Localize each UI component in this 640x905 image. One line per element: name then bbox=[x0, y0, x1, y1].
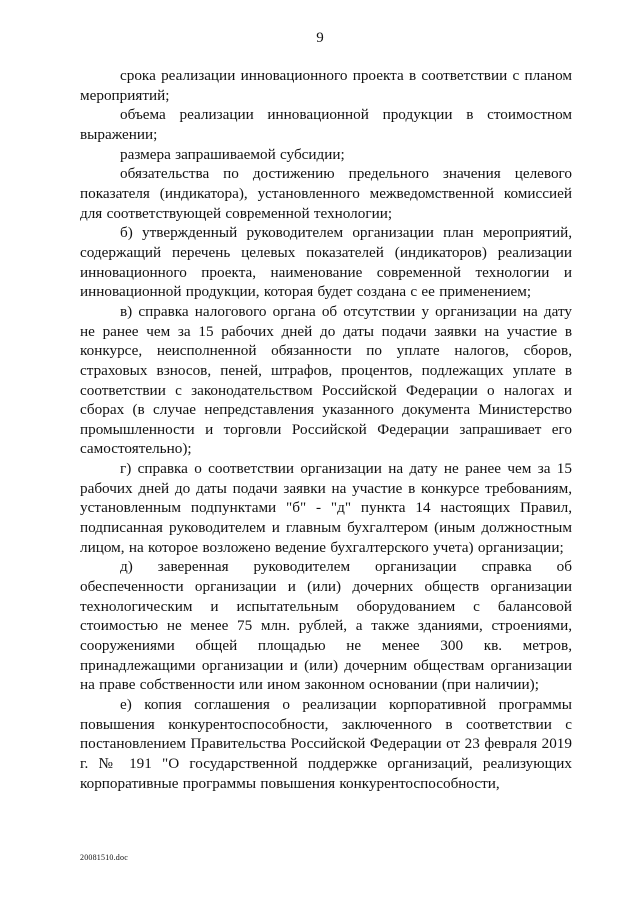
paragraph-obligation: обязательства по достижению предельного значения целевого показателя (индикатора), установленного межведомственной комиссией для соответствующей современной технологии; bbox=[80, 165, 572, 222]
paragraph-subsidy-size: размера запрашиваемой субсидии; bbox=[120, 145, 345, 163]
paragraph-b: б) утвержденный руководителем организации план мероприятий, содержащий перечень целевых показателей (индикаторов) реализации инновационного проекта, наименование современной технологии и инновационной продукции, которая будет создана с ее применением; bbox=[80, 224, 572, 301]
paragraph-d: д) заверенная руководителем организации справка об обеспеченности организации и (или) дочерних обществ организации технологическим и испытательным оборудованием с балансовой стоимостью не менее 75 млн. рублей, а также зданиями, строениями, сооружениями общей площадью не менее 300 кв. метров, принадлежащими организации и (или) дочерним обществам организации на праве собственности или ином законном основании (при наличии); bbox=[80, 558, 572, 694]
paragraph-volume: объема реализации инновационной продукции в стоимостном выражении; bbox=[80, 106, 572, 143]
document-body bbox=[80, 66, 572, 793]
paragraph-deadline: срока реализации инновационного проекта в соответствии с планом мероприятий; bbox=[80, 67, 572, 104]
document-file-reference: 20081510.doc bbox=[80, 853, 128, 862]
paragraph-v: в) справка налогового органа об отсутствии у организации на дату не ранее чем за 15 рабочих дней до даты подачи заявки на участие в конкурсе, неисполненной обязанности по уплате налогов, сборов, страховых взносов, пеней, штрафов, процентов, подлежащих уплате в соответствии с законодательством Российской Федерации о налогах и сборах (в случае непредставления указанного документа Министерство промышленности и торговли Российской Федерации запрашивает его самостоятельно); bbox=[80, 302, 572, 458]
paragraph-g: г) справка о соответствии организации на дату не ранее чем за 15 рабочих дней до даты подачи заявки на участие в конкурсе требованиям, установленным подпунктами "б" - "д" пункта 14 настоящих Правил, подписанная руководителем и главным бухгалтером (иным должностным лицом, на которое возложено ведение бухгалтерского учета) организации; bbox=[80, 460, 572, 556]
paragraph-e: е) копия соглашения о реализации корпоративной программы повышения конкурентоспособности, заключенного в соответствии с постановлением Правительства Российской Федерации от 23 февраля 2019 г. № 191 "О государственной поддержке организаций, реализующих корпоративные программы повышения конкурентоспособности, bbox=[80, 696, 572, 792]
page-number: 9 bbox=[316, 30, 324, 46]
